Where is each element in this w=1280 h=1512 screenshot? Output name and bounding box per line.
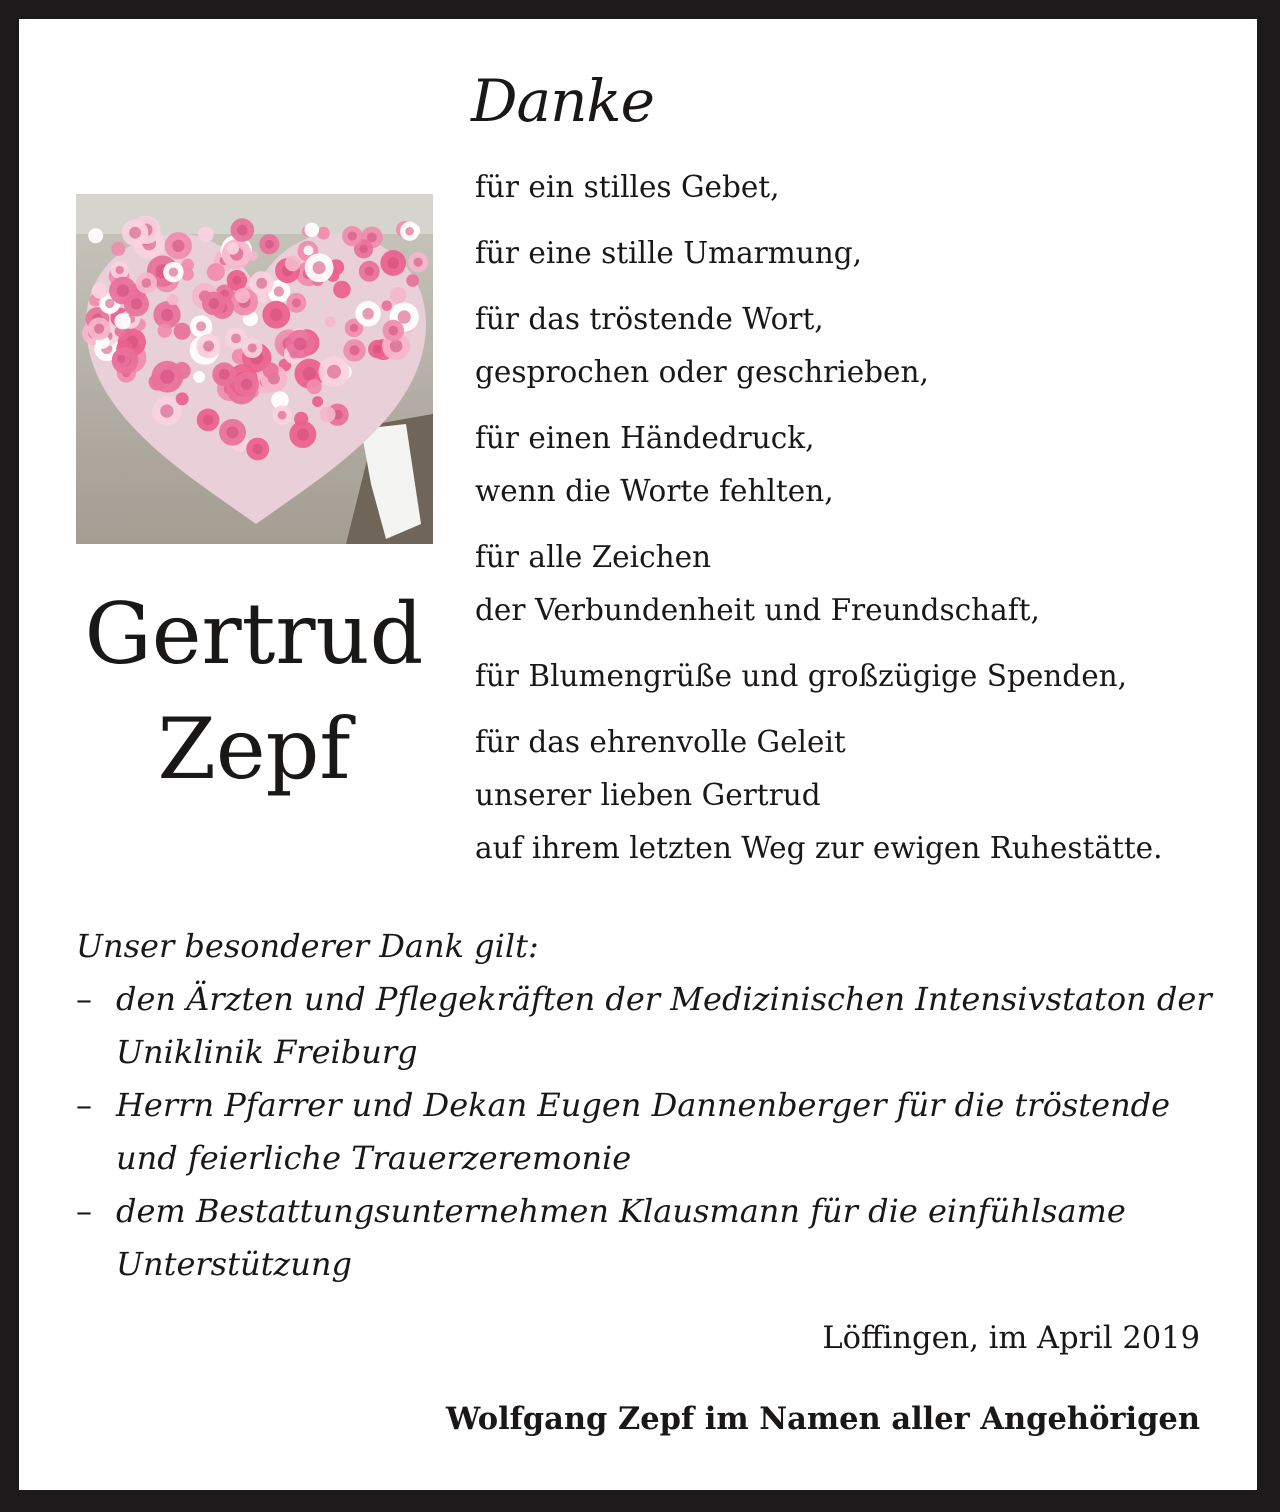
poem-line: der Verbundenheit und Freundschaft, bbox=[475, 593, 1040, 627]
dash-bullet: – bbox=[76, 1086, 92, 1124]
poem-line: für alle Zeichen bbox=[475, 540, 712, 574]
dash-bullet: – bbox=[76, 1192, 92, 1230]
list-item-text: dem Bestattungsunternehmen Klausmann für die einfühlsame Unterstützung bbox=[116, 1192, 1126, 1283]
poem-stanza bbox=[475, 293, 1245, 399]
flower-heart-photo bbox=[76, 194, 433, 544]
poem-stanza bbox=[475, 412, 1245, 518]
obituary-notice bbox=[19, 19, 1257, 1490]
poem-stanza bbox=[475, 227, 1245, 280]
list-item bbox=[76, 1185, 1226, 1291]
poem-line: wenn die Worte fehlten, bbox=[475, 474, 834, 508]
poem-line: für das tröstende Wort, bbox=[475, 302, 824, 336]
list-item-text: den Ärzten und Pflegekräften der Medizinischen Intensivstaton der Uniklinik Freiburg bbox=[116, 980, 1212, 1071]
poem-line: für einen Händedruck, bbox=[475, 421, 815, 455]
poem-stanza bbox=[475, 650, 1245, 703]
poem-line: für das ehrenvolle Geleit bbox=[475, 725, 846, 759]
poem-line: unserer lieben Gertrud bbox=[475, 778, 821, 812]
notice-title: Danke bbox=[471, 67, 654, 135]
deceased-last-name: Zepf bbox=[157, 700, 351, 798]
list-item bbox=[76, 973, 1226, 1079]
poem-line: gesprochen oder geschrieben, bbox=[475, 355, 929, 389]
poem-stanza bbox=[475, 716, 1245, 875]
poem-line: auf ihrem letzten Weg zur ewigen Ruhestätte. bbox=[475, 831, 1163, 865]
poem-stanza bbox=[475, 531, 1245, 637]
dash-bullet: – bbox=[76, 980, 92, 1018]
poem-stanza bbox=[475, 161, 1245, 214]
deceased-first-name: Gertrud bbox=[84, 585, 424, 683]
thank-you-poem bbox=[475, 161, 1245, 875]
special-thanks-heading: Unser besonderer Dank gilt: bbox=[76, 927, 539, 965]
list-item-text: Herrn Pfarrer und Dekan Eugen Dannenberger für die tröstende und feierliche Trauerzeremonie bbox=[116, 1086, 1171, 1177]
poem-line: für Blumengrüße und großzügige Spenden, bbox=[475, 659, 1128, 693]
list-item bbox=[76, 1079, 1226, 1185]
signature-line: Wolfgang Zepf im Namen aller Angehörigen bbox=[445, 1401, 1200, 1437]
place-and-date: Löffingen, im April 2019 bbox=[822, 1321, 1200, 1356]
poem-line: für ein stilles Gebet, bbox=[475, 170, 780, 204]
special-thanks bbox=[76, 920, 1226, 1291]
poem-line: für eine stille Umarmung, bbox=[475, 236, 863, 270]
special-thanks-list bbox=[76, 973, 1226, 1291]
